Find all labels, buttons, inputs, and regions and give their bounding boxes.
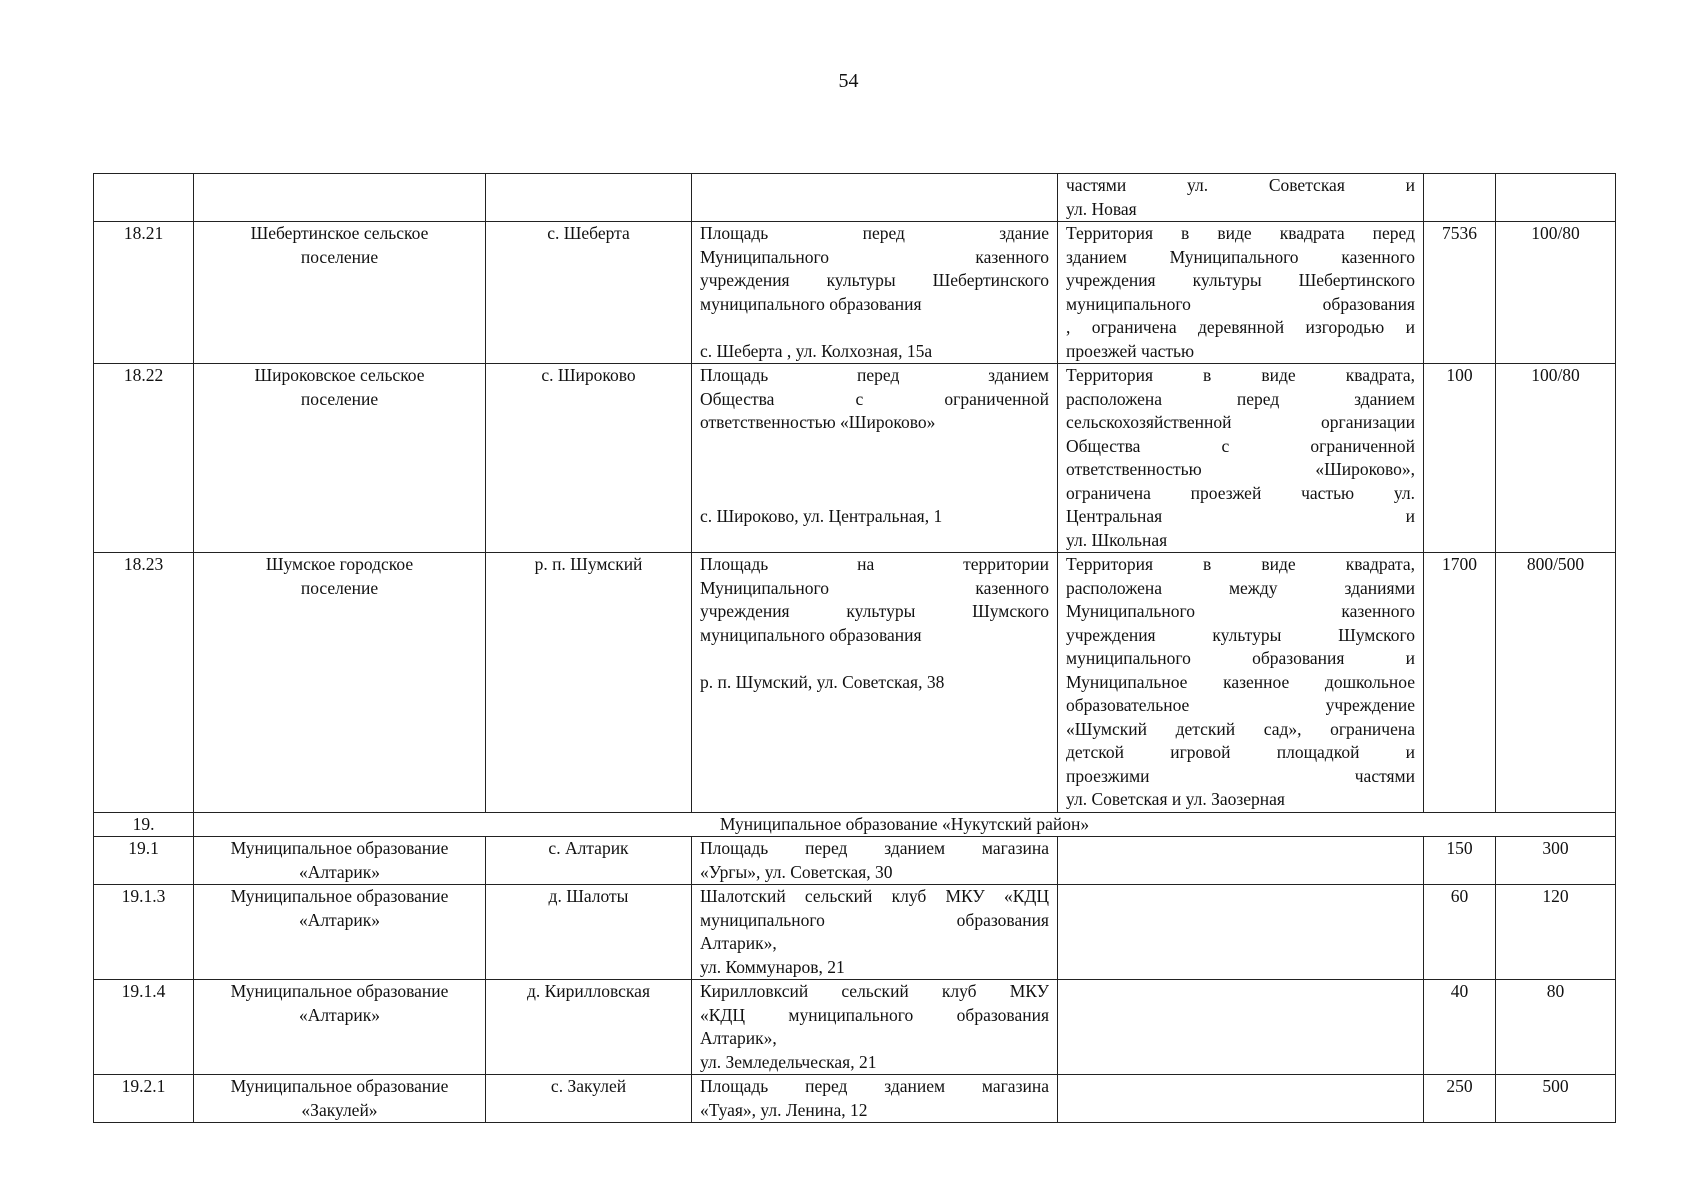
cell-text-line: «КДЦ муниципального образования — [700, 1004, 1049, 1025]
cell-text-line: «Ургы», ул. Советская, 30 — [700, 861, 893, 882]
cell-text-line: сельскохозяйственной организации — [1066, 412, 1415, 432]
cell-text-line: Алтарик», — [700, 1028, 777, 1048]
area-cell: 150 — [1424, 837, 1496, 885]
row-number — [94, 174, 194, 222]
cell-text-line — [700, 647, 1049, 671]
cell-text-line: «Алтарик» — [298, 861, 381, 882]
row-number: 19.1.3 — [94, 885, 194, 980]
cell-text-line — [700, 482, 1049, 506]
place-cell — [692, 553, 1058, 813]
cell-text-line: Муниципальное образование — [230, 1076, 449, 1096]
row-number: 19.1 — [94, 837, 194, 885]
cell-text-line: Муниципальное образование — [230, 838, 449, 858]
cell-text-line: Территория в виде квадрата, — [1066, 554, 1415, 574]
settlement-cell: р. п. Шумский — [486, 553, 692, 813]
row-number: 18.21 — [94, 222, 194, 364]
cell-text-line: Шебертинское сельское — [250, 223, 429, 243]
capacity-cell: 100/80 — [1496, 364, 1616, 553]
table-row — [94, 885, 1616, 980]
cell-text-line: учреждения культуры Шебертинского — [700, 270, 1049, 290]
cell-text-line: ул. Новая — [1066, 198, 1137, 219]
cell-text-line: муниципального образования — [700, 293, 922, 314]
area-cell: 40 — [1424, 980, 1496, 1075]
cell-text-line — [700, 458, 1049, 482]
table-row — [94, 980, 1616, 1075]
territory-description-cell — [1058, 1075, 1424, 1123]
place-cell — [692, 1075, 1058, 1123]
capacity-cell: 100/80 — [1496, 222, 1616, 364]
municipality-cell — [194, 885, 486, 980]
place-cell — [692, 222, 1058, 364]
area-cell: 7536 — [1424, 222, 1496, 364]
cell-text-line: с. Шеберта , ул. Колхозная, 15а — [700, 340, 933, 361]
territory-description-cell — [1058, 885, 1424, 980]
area-cell: 250 — [1424, 1075, 1496, 1123]
cell-text-line: Муниципального казенного — [700, 246, 1049, 267]
cell-text-line: Кирилловксий сельский клуб МКУ — [700, 981, 1049, 1001]
cell-text-line: поселение — [300, 577, 379, 598]
table-row — [94, 837, 1616, 885]
cell-text-line: поселение — [300, 246, 379, 267]
municipality-cell — [194, 222, 486, 364]
cell-text-line: ул. Школьная — [1066, 529, 1168, 550]
table-row — [94, 553, 1616, 813]
municipality-cell — [194, 1075, 486, 1123]
cell-text-line: зданием Муниципального казенного — [1066, 246, 1415, 267]
cell-text-line: Муниципальное казенное дошкольное — [1066, 671, 1415, 692]
table-row — [94, 364, 1616, 553]
row-number: 18.23 — [94, 553, 194, 813]
cell-text-line: ответственностью «Широково», — [1066, 459, 1415, 479]
cell-text-line: ул. Коммунаров, 21 — [700, 956, 845, 977]
place-cell — [692, 980, 1058, 1075]
area-cell: 1700 — [1424, 553, 1496, 813]
cell-text-line: Муниципальное образование — [230, 886, 449, 906]
place-cell — [692, 364, 1058, 553]
capacity-cell: 120 — [1496, 885, 1616, 980]
territory-description-cell — [1058, 837, 1424, 885]
cell-text-line: «Закулей» — [301, 1099, 378, 1120]
cell-text-line: детской игровой площадкой и — [1066, 742, 1415, 762]
cell-text-line: «Алтарик» — [298, 909, 381, 930]
territory-description-cell — [1058, 364, 1424, 553]
capacity-cell: 500 — [1496, 1075, 1616, 1123]
municipality-cell — [194, 980, 486, 1075]
cell-text-line — [700, 435, 1049, 459]
cell-text-line: Площадь на территории — [700, 554, 1049, 574]
settlement-cell — [486, 174, 692, 222]
cell-text-line: муниципального образования — [700, 909, 1049, 930]
cell-text-line: Алтарик», — [700, 933, 777, 953]
cell-text-line: Центральная и — [1066, 506, 1415, 526]
settlement-cell: с. Шеберта — [486, 222, 692, 364]
cell-text-line: учреждения культуры Шебертинского — [1066, 270, 1415, 290]
cell-text-line: проезжими частями — [1066, 765, 1415, 786]
cell-text-line: Площадь перед зданием магазина — [700, 838, 1049, 858]
cell-text-line: Шалотский сельский клуб МКУ «КДЦ — [700, 886, 1049, 906]
cell-text-line: ответственностью «Широково» — [700, 412, 936, 432]
capacity-cell — [1496, 174, 1616, 222]
cell-text-line: ул. Советская и ул. Заозерная — [1066, 789, 1285, 809]
table-row — [94, 174, 1616, 222]
cell-text-line — [700, 316, 1049, 340]
cell-text-line: Муниципального казенного — [1066, 601, 1415, 621]
capacity-cell: 800/500 — [1496, 553, 1616, 813]
locations-table — [93, 173, 1616, 1123]
area-cell: 100 — [1424, 364, 1496, 553]
cell-text-line: Широковское сельское — [254, 365, 425, 385]
cell-text-line: Площадь перед зданием — [700, 365, 1049, 385]
place-cell — [692, 174, 1058, 222]
cell-text-line: Муниципальное образование — [230, 981, 449, 1001]
cell-text-line: «Алтарик» — [298, 1004, 381, 1025]
cell-text-line: расположена между зданиями — [1066, 577, 1415, 598]
place-cell — [692, 885, 1058, 980]
cell-text-line: муниципального образования — [700, 624, 922, 645]
cell-text-line: «Шумский детский сад», ограничена — [1066, 718, 1415, 739]
capacity-cell: 80 — [1496, 980, 1616, 1075]
section-row — [94, 812, 1616, 837]
table-row — [94, 1075, 1616, 1123]
row-number: 19.1.4 — [94, 980, 194, 1075]
cell-text-line: Общества с ограниченной — [700, 388, 1049, 409]
row-number: 19. — [94, 812, 194, 837]
cell-text-line: проезжей частью — [1066, 340, 1195, 361]
cell-text-line: Территория в виде квадрата, — [1066, 365, 1415, 385]
section-title: Муниципальное образование «Нукутский район» — [194, 812, 1616, 837]
row-number: 18.22 — [94, 364, 194, 553]
cell-text-line: Территория в виде квадрата перед — [1066, 223, 1415, 243]
territory-description-cell — [1058, 980, 1424, 1075]
settlement-cell: д. Шалоты — [486, 885, 692, 980]
cell-text-line: поселение — [300, 388, 379, 409]
cell-text-line: учреждения культуры Шумского — [700, 601, 1049, 621]
cell-text-line: «Туая», ул. Ленина, 12 — [700, 1099, 868, 1120]
cell-text-line: р. п. Шумский, ул. Советская, 38 — [700, 671, 945, 692]
territory-description-cell — [1058, 174, 1424, 222]
cell-text-line: Общества с ограниченной — [1066, 435, 1415, 456]
municipality-cell — [194, 364, 486, 553]
area-cell: 60 — [1424, 885, 1496, 980]
area-cell — [1424, 174, 1496, 222]
capacity-cell: 300 — [1496, 837, 1616, 885]
table-row — [94, 222, 1616, 364]
cell-text-line: муниципального образования — [1066, 293, 1415, 314]
cell-text-line: образовательное учреждение — [1066, 695, 1415, 715]
cell-text-line: муниципального образования и — [1066, 648, 1415, 668]
territory-description-cell — [1058, 222, 1424, 364]
municipality-cell — [194, 174, 486, 222]
row-number: 19.2.1 — [94, 1075, 194, 1123]
cell-text-line: , ограничена деревянной изгородью и — [1066, 317, 1415, 337]
cell-text-line: ул. Земледельческая, 21 — [700, 1051, 877, 1072]
place-cell — [692, 837, 1058, 885]
municipality-cell — [194, 837, 486, 885]
settlement-cell: с. Широково — [486, 364, 692, 553]
cell-text-line: учреждения культуры Шумского — [1066, 624, 1415, 645]
settlement-cell: с. Алтарик — [486, 837, 692, 885]
cell-text-line: частями ул. Советская и — [1066, 175, 1415, 195]
cell-text-line: Площадь перед здание — [700, 223, 1049, 243]
cell-text-line: ограничена проезжей частью ул. — [1066, 482, 1415, 503]
cell-text-line: Шумское городское — [265, 554, 414, 574]
municipality-cell — [194, 553, 486, 813]
settlement-cell: д. Кирилловская — [486, 980, 692, 1075]
cell-text-line: Муниципального казенного — [700, 577, 1049, 598]
table-body — [94, 174, 1616, 1123]
cell-text-line: расположена перед зданием — [1066, 388, 1415, 409]
cell-text-line: Площадь перед зданием магазина — [700, 1076, 1049, 1096]
territory-description-cell — [1058, 553, 1424, 813]
settlement-cell: с. Закулей — [486, 1075, 692, 1123]
page-number: 54 — [838, 70, 859, 92]
cell-text-line: с. Широково, ул. Центральная, 1 — [700, 506, 943, 526]
